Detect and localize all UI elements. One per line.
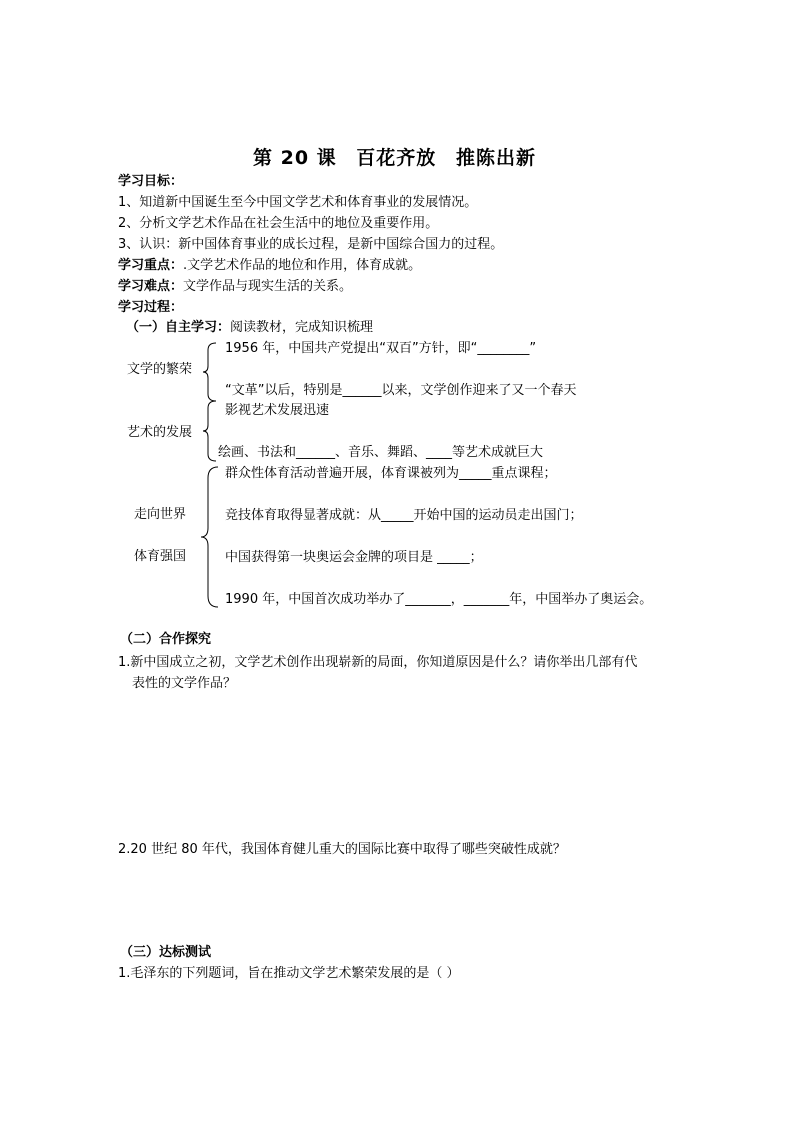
objective-item-3: 3、认识：新中国体育事业的成长过程，是新中国综合国力的过程。 [118,237,504,252]
page-title [253,143,542,170]
section2-question1-line2: 表性的文学作品？ [132,676,237,691]
sports-line3: 中国获得第一块奥运会金牌的项目是 _____； [225,550,483,565]
lesson-number: 第 20 课 [253,147,337,169]
process-heading: 学习过程： [118,300,184,315]
sports-brace [200,466,220,608]
sports-line2: 竞技体育取得显著成就：从_____开始中国的运动员走出国门； [225,508,583,523]
section1-title: （一）自主学习： [126,320,231,335]
lesson-title-part2: 推陈出新 [455,147,536,169]
key-point-text: .文学艺术作品的地位和作用，体育成就。 [183,258,422,273]
objective-item-2: 2、分析文学艺术作品在社会生活中的地位及重要作用。 [118,216,439,231]
section3-heading: （三）达标测试 [120,945,212,960]
literature-label: 文学的繁荣 [127,362,193,377]
section2-question1-line1: 1.新中国成立之初，文学艺术创作出现崭新的局面，你知道原因是什么？请你举出几部有代 [118,655,638,670]
literature-line2: “文革”以后，特别是______以来，文学创作迎来了又一个春天 [225,383,577,398]
sports-label-2: 体育强国 [134,549,187,564]
section2-heading: （二）合作探究 [120,632,212,647]
section1-instruction: 阅读教材，完成知识梳理 [230,320,374,335]
difficulty [118,279,352,295]
sports-line4: 1990 年，中国首次成功举办了_______，_______年，中国举办了奥运会。 [225,592,653,607]
objectives-heading: 学习目标： [118,174,184,189]
literature-line1: 1956 年，中国共产党提出“双百”方针，即“________” [225,341,537,356]
difficulty-text: 文学作品与现实生活的关系。 [183,279,353,294]
art-label: 艺术的发展 [127,425,193,440]
art-line2: 绘画、书法和______、音乐、舞蹈、____等艺术成就巨大 [218,445,544,460]
lesson-title-part1: 百花齐放 [356,147,437,169]
art-brace [202,400,218,462]
art-line1: 影视艺术发展迅速 [225,403,330,418]
key-point [118,258,421,274]
sports-label-1: 走向世界 [134,507,187,522]
section3-question1: 1.毛泽东的下列题词，旨在推动文学艺术繁荣发展的是（ ） [118,966,460,981]
section2-question2: 2.20 世纪 80 年代，我国体育健儿重大的国际比赛中取得了哪些突破性成就？ [118,842,566,857]
sports-line1: 群众性体育活动普遍开展，体育课被列为_____重点课程； [225,466,557,481]
difficulty-label: 学习难点： [118,279,184,294]
key-point-label: 学习重点： [118,258,184,273]
literature-brace [202,342,218,402]
section1-heading [126,320,373,336]
objective-item-1: 1、知道新中国诞生至今中国文学艺术和体育事业的发展情况。 [118,195,478,210]
